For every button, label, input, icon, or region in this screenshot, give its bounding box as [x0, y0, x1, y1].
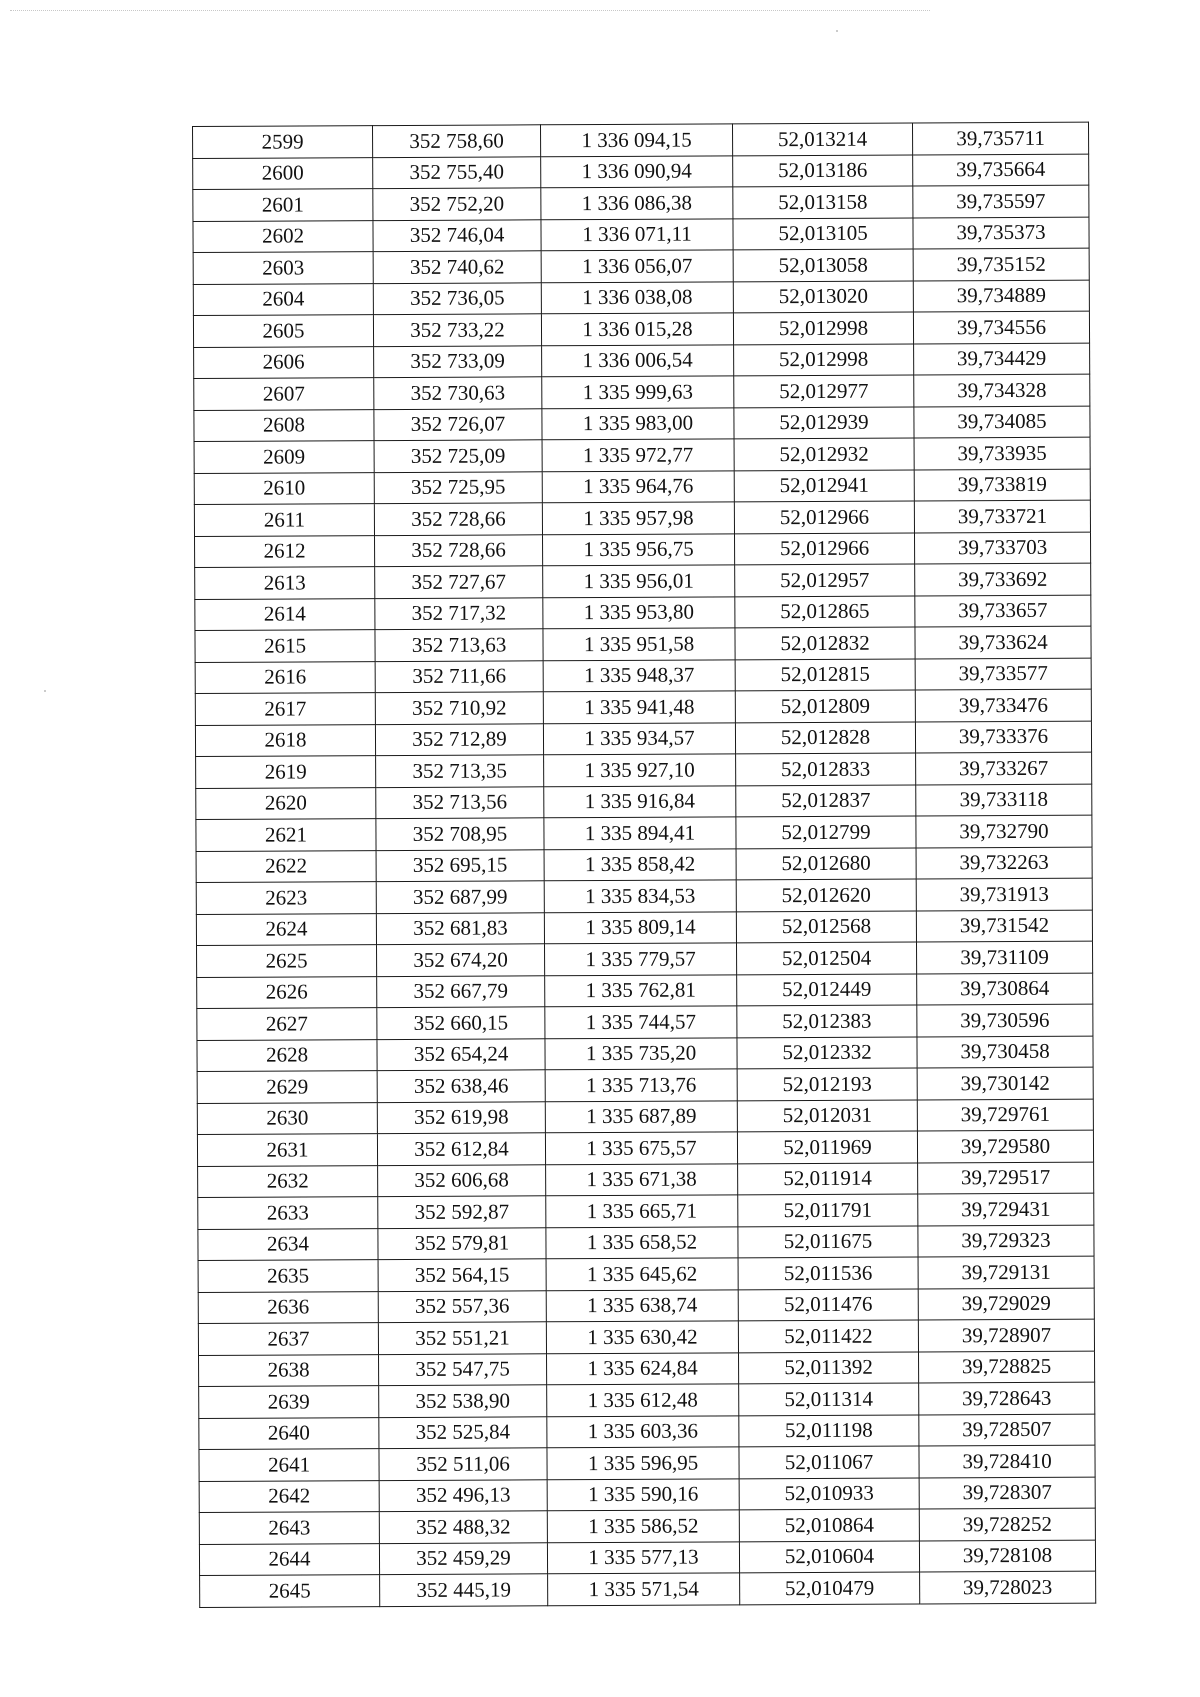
coord-x-cell: 352 654,24: [377, 1038, 545, 1070]
table-row: [198, 1225, 1094, 1261]
point-number-cell: 2639: [199, 1386, 379, 1418]
coord-y-cell: 1 335 916,84: [544, 785, 736, 817]
longitude-cell: 39,728307: [919, 1477, 1095, 1509]
longitude-cell: 39,735152: [913, 248, 1089, 280]
longitude-cell: 39,732790: [916, 815, 1092, 847]
latitude-cell: 52,011969: [737, 1131, 917, 1163]
coord-y-cell: 1 336 006,54: [542, 344, 734, 376]
coord-x-cell: 352 538,90: [379, 1385, 547, 1417]
coord-y-cell: 1 335 956,01: [543, 565, 735, 597]
latitude-cell: 52,012957: [735, 564, 915, 596]
table-row: [198, 1288, 1094, 1324]
point-number-cell: 2601: [193, 189, 373, 221]
table-row: [199, 1382, 1095, 1418]
longitude-cell: 39,729517: [918, 1162, 1094, 1194]
coord-y-cell: 1 335 834,53: [544, 880, 736, 912]
coord-y-cell: 1 335 953,80: [543, 596, 735, 628]
coord-y-cell: 1 336 038,08: [541, 281, 733, 313]
coord-y-cell: 1 335 948,37: [543, 659, 735, 691]
coord-y-cell: 1 336 071,11: [541, 218, 733, 250]
coord-y-cell: 1 335 964,76: [542, 470, 734, 502]
latitude-cell: 52,011675: [738, 1225, 918, 1257]
latitude-cell: 52,010864: [739, 1509, 919, 1541]
point-number-cell: 2600: [193, 157, 373, 189]
point-number-cell: 2619: [196, 756, 376, 788]
coord-y-cell: 1 335 658,52: [546, 1226, 738, 1258]
point-number-cell: 2640: [199, 1417, 379, 1449]
point-number-cell: 2636: [198, 1291, 378, 1323]
latitude-cell: 52,013214: [732, 123, 912, 155]
point-number-cell: 2624: [196, 913, 376, 945]
coord-x-cell: 352 752,20: [373, 188, 541, 220]
table-row: [195, 595, 1091, 631]
table-row: [196, 752, 1092, 788]
coord-y-cell: 1 335 571,54: [548, 1573, 740, 1605]
latitude-cell: 52,012865: [735, 595, 915, 627]
longitude-cell: 39,728643: [919, 1382, 1095, 1414]
table-row: [198, 1193, 1094, 1229]
coord-y-cell: 1 335 590,16: [547, 1478, 739, 1510]
longitude-cell: 39,734429: [914, 343, 1090, 375]
longitude-cell: 39,733476: [915, 689, 1091, 721]
latitude-cell: 52,012332: [737, 1036, 917, 1068]
point-number-cell: 2618: [195, 724, 375, 756]
latitude-cell: 52,012998: [734, 343, 914, 375]
table-row: [195, 689, 1091, 725]
point-number-cell: 2645: [200, 1575, 380, 1607]
table-row: [193, 217, 1089, 253]
coord-x-cell: 352 667,79: [377, 975, 545, 1007]
point-number-cell: 2622: [196, 850, 376, 882]
table-row: [197, 1004, 1093, 1040]
longitude-cell: 39,728907: [918, 1319, 1094, 1351]
table-row: [193, 248, 1089, 284]
longitude-cell: 39,729029: [918, 1288, 1094, 1320]
coord-x-cell: 352 717,32: [375, 597, 543, 629]
coord-x-cell: 352 547,75: [379, 1353, 547, 1385]
coord-x-cell: 352 488,32: [379, 1511, 547, 1543]
longitude-cell: 39,733703: [914, 532, 1090, 564]
table-row: [197, 1099, 1093, 1135]
coord-y-cell: 1 335 983,00: [542, 407, 734, 439]
coord-x-cell: 352 459,29: [379, 1542, 547, 1574]
latitude-cell: 52,012939: [734, 406, 914, 438]
table-row: [197, 941, 1093, 977]
coord-y-cell: 1 335 744,57: [545, 1006, 737, 1038]
table-row: [199, 1445, 1095, 1481]
longitude-cell: 39,730458: [917, 1036, 1093, 1068]
table-row: [198, 1319, 1094, 1355]
longitude-cell: 39,733721: [914, 500, 1090, 532]
table-row: [200, 1571, 1096, 1607]
point-number-cell: 2637: [198, 1323, 378, 1355]
latitude-cell: 52,013105: [733, 217, 913, 249]
longitude-cell: 39,733376: [915, 721, 1091, 753]
coord-y-cell: 1 336 094,15: [540, 124, 732, 156]
coord-y-cell: 1 335 894,41: [544, 817, 736, 849]
longitude-cell: 39,734889: [913, 280, 1089, 312]
longitude-cell: 39,728023: [920, 1571, 1096, 1603]
point-number-cell: 2617: [195, 693, 375, 725]
longitude-cell: 39,731109: [916, 941, 1092, 973]
coord-y-cell: 1 335 603,36: [547, 1415, 739, 1447]
coord-y-cell: 1 335 858,42: [544, 848, 736, 880]
table-row: [193, 122, 1089, 158]
longitude-cell: 39,729761: [917, 1099, 1093, 1131]
latitude-cell: 52,011198: [739, 1414, 919, 1446]
latitude-cell: 52,013058: [733, 249, 913, 281]
table-row: [196, 815, 1092, 851]
coord-x-cell: 352 755,40: [373, 156, 541, 188]
longitude-cell: 39,730864: [917, 973, 1093, 1005]
coord-x-cell: 352 758,60: [373, 125, 541, 157]
point-number-cell: 2616: [195, 661, 375, 693]
longitude-cell: 39,732263: [916, 847, 1092, 879]
table-row: [194, 406, 1090, 442]
latitude-cell: 52,010604: [739, 1540, 919, 1572]
coord-x-cell: 352 725,95: [374, 471, 542, 503]
point-number-cell: 2611: [194, 504, 374, 536]
point-number-cell: 2613: [195, 567, 375, 599]
coord-x-cell: 352 727,67: [375, 566, 543, 598]
table-row: [195, 626, 1091, 662]
coord-x-cell: 352 733,09: [374, 345, 542, 377]
table-row: [195, 721, 1091, 757]
point-number-cell: 2609: [194, 441, 374, 473]
longitude-cell: 39,728507: [919, 1414, 1095, 1446]
latitude-cell: 52,012449: [737, 973, 917, 1005]
table-row: [194, 374, 1090, 410]
longitude-cell: 39,735664: [913, 154, 1089, 186]
coord-y-cell: 1 335 586,52: [547, 1510, 739, 1542]
coord-x-cell: 352 728,66: [374, 503, 542, 535]
longitude-cell: 39,733692: [915, 563, 1091, 595]
point-number-cell: 2641: [199, 1449, 379, 1481]
latitude-cell: 52,012504: [736, 942, 916, 974]
coord-x-cell: 352 712,89: [375, 723, 543, 755]
coord-x-cell: 352 638,46: [377, 1070, 545, 1102]
coord-x-cell: 352 619,98: [377, 1101, 545, 1133]
coord-x-cell: 352 713,63: [375, 629, 543, 661]
table-row: [194, 343, 1090, 379]
coord-y-cell: 1 335 671,38: [546, 1163, 738, 1195]
latitude-cell: 52,011392: [738, 1351, 918, 1383]
longitude-cell: 39,733577: [915, 658, 1091, 690]
coord-y-cell: 1 335 809,14: [544, 911, 736, 943]
longitude-cell: 39,734556: [913, 311, 1089, 343]
table-row: [196, 784, 1092, 820]
longitude-cell: 39,729323: [918, 1225, 1094, 1257]
coord-x-cell: 352 592,87: [378, 1196, 546, 1228]
point-number-cell: 2644: [199, 1543, 379, 1575]
coord-y-cell: 1 335 999,63: [542, 376, 734, 408]
coord-x-cell: 352 710,92: [375, 692, 543, 724]
latitude-cell: 52,012568: [736, 910, 916, 942]
latitude-cell: 52,011067: [739, 1446, 919, 1478]
table-row: [197, 1130, 1093, 1166]
coord-y-cell: 1 336 086,38: [541, 187, 733, 219]
coord-y-cell: 1 335 956,75: [542, 533, 734, 565]
point-number-cell: 2603: [193, 252, 373, 284]
coord-y-cell: 1 335 687,89: [545, 1100, 737, 1132]
latitude-cell: 52,011536: [738, 1257, 918, 1289]
coord-y-cell: 1 335 638,74: [546, 1289, 738, 1321]
coord-x-cell: 352 713,56: [376, 786, 544, 818]
point-number-cell: 2604: [193, 283, 373, 315]
point-number-cell: 2602: [193, 220, 373, 252]
point-number-cell: 2634: [198, 1228, 378, 1260]
table-row: [193, 154, 1089, 190]
point-number-cell: 2612: [195, 535, 375, 567]
longitude-cell: 39,735711: [912, 122, 1088, 154]
point-number-cell: 2620: [196, 787, 376, 819]
coord-x-cell: 352 564,15: [378, 1259, 546, 1291]
coordinates-table-body: [193, 122, 1096, 1607]
coord-x-cell: 352 736,05: [373, 282, 541, 314]
point-number-cell: 2638: [199, 1354, 379, 1386]
table-row: [199, 1351, 1095, 1387]
latitude-cell: 52,012832: [735, 627, 915, 659]
coord-x-cell: 352 511,06: [379, 1448, 547, 1480]
latitude-cell: 52,011791: [738, 1194, 918, 1226]
coord-y-cell: 1 335 951,58: [543, 628, 735, 660]
coord-x-cell: 352 681,83: [376, 912, 544, 944]
coord-x-cell: 352 746,04: [373, 219, 541, 251]
coord-x-cell: 352 496,13: [379, 1479, 547, 1511]
coord-x-cell: 352 711,66: [375, 660, 543, 692]
table-row: [196, 910, 1092, 946]
coord-y-cell: 1 335 957,98: [542, 502, 734, 534]
coord-x-cell: 352 579,81: [378, 1227, 546, 1259]
latitude-cell: 52,012383: [737, 1005, 917, 1037]
coord-y-cell: 1 335 762,81: [545, 974, 737, 1006]
table-row: [198, 1256, 1094, 1292]
point-number-cell: 2605: [193, 315, 373, 347]
latitude-cell: 52,012620: [736, 879, 916, 911]
table-row: [193, 185, 1089, 221]
scan-artifact-dot: [836, 30, 838, 32]
longitude-cell: 39,734085: [914, 406, 1090, 438]
longitude-cell: 39,733624: [915, 626, 1091, 658]
latitude-cell: 52,013158: [733, 186, 913, 218]
longitude-cell: 39,729131: [918, 1256, 1094, 1288]
longitude-cell: 39,733935: [914, 437, 1090, 469]
coord-y-cell: 1 335 779,57: [545, 943, 737, 975]
coord-y-cell: 1 335 934,57: [543, 722, 735, 754]
coord-x-cell: 352 713,35: [376, 755, 544, 787]
point-number-cell: 2614: [195, 598, 375, 630]
latitude-cell: 52,012809: [735, 690, 915, 722]
longitude-cell: 39,734328: [914, 374, 1090, 406]
point-number-cell: 2635: [198, 1260, 378, 1292]
coord-x-cell: 352 730,63: [374, 377, 542, 409]
longitude-cell: 39,735597: [913, 185, 1089, 217]
point-number-cell: 2629: [197, 1071, 377, 1103]
table-row: [193, 311, 1089, 347]
coord-y-cell: 1 336 015,28: [541, 313, 733, 345]
coord-y-cell: 1 335 645,62: [546, 1258, 738, 1290]
coordinates-table: [192, 122, 1096, 1608]
longitude-cell: 39,729431: [918, 1193, 1094, 1225]
longitude-cell: 39,731542: [916, 910, 1092, 942]
coord-x-cell: 352 525,84: [379, 1416, 547, 1448]
point-number-cell: 2626: [197, 976, 377, 1008]
latitude-cell: 52,010479: [740, 1572, 920, 1604]
table-row: [199, 1540, 1095, 1576]
point-number-cell: 2627: [197, 1008, 377, 1040]
latitude-cell: 52,012941: [734, 469, 914, 501]
coord-x-cell: 352 740,62: [373, 251, 541, 283]
longitude-cell: 39,733657: [915, 595, 1091, 627]
latitude-cell: 52,012977: [734, 375, 914, 407]
point-number-cell: 2625: [197, 945, 377, 977]
scan-artifact-line: [10, 10, 930, 11]
table-row: [195, 532, 1091, 568]
coord-x-cell: 352 606,68: [378, 1164, 546, 1196]
latitude-cell: 52,012966: [734, 501, 914, 533]
point-number-cell: 2633: [198, 1197, 378, 1229]
coord-y-cell: 1 335 630,42: [546, 1321, 738, 1353]
longitude-cell: 39,735373: [913, 217, 1089, 249]
latitude-cell: 52,012998: [733, 312, 913, 344]
point-number-cell: 2615: [195, 630, 375, 662]
coord-y-cell: 1 336 090,94: [541, 155, 733, 187]
coord-y-cell: 1 335 596,95: [547, 1447, 739, 1479]
table-row: [197, 1067, 1093, 1103]
coord-y-cell: 1 335 665,71: [546, 1195, 738, 1227]
point-number-cell: 2621: [196, 819, 376, 851]
table-row: [193, 280, 1089, 316]
point-number-cell: 2623: [196, 882, 376, 914]
coord-x-cell: 352 445,19: [380, 1574, 548, 1606]
longitude-cell: 39,728252: [919, 1508, 1095, 1540]
table-row: [199, 1414, 1095, 1450]
latitude-cell: 52,011314: [739, 1383, 919, 1415]
latitude-cell: 52,012031: [737, 1099, 917, 1131]
coord-x-cell: 352 674,20: [377, 944, 545, 976]
longitude-cell: 39,730142: [917, 1067, 1093, 1099]
point-number-cell: 2599: [193, 126, 373, 158]
table-row: [199, 1477, 1095, 1513]
table-row: [194, 469, 1090, 505]
point-number-cell: 2631: [197, 1134, 377, 1166]
point-number-cell: 2642: [199, 1480, 379, 1512]
latitude-cell: 52,011476: [738, 1288, 918, 1320]
latitude-cell: 52,012966: [734, 532, 914, 564]
table-row: [195, 563, 1091, 599]
coord-x-cell: 352 725,09: [374, 440, 542, 472]
latitude-cell: 52,012680: [736, 847, 916, 879]
point-number-cell: 2610: [194, 472, 374, 504]
longitude-cell: 39,733267: [916, 752, 1092, 784]
table-row: [194, 437, 1090, 473]
table-row: [196, 847, 1092, 883]
latitude-cell: 52,012837: [736, 784, 916, 816]
longitude-cell: 39,728825: [918, 1351, 1094, 1383]
coord-y-cell: 1 335 624,84: [547, 1352, 739, 1384]
table-row: [199, 1508, 1095, 1544]
longitude-cell: 39,731913: [916, 878, 1092, 910]
latitude-cell: 52,012828: [735, 721, 915, 753]
coord-x-cell: 352 695,15: [376, 849, 544, 881]
latitude-cell: 52,012193: [737, 1068, 917, 1100]
latitude-cell: 52,013186: [733, 154, 913, 186]
table-row: [194, 500, 1090, 536]
latitude-cell: 52,011914: [738, 1162, 918, 1194]
latitude-cell: 52,012932: [734, 438, 914, 470]
table-row: [198, 1162, 1094, 1198]
longitude-cell: 39,733819: [914, 469, 1090, 501]
coord-x-cell: 352 660,15: [377, 1007, 545, 1039]
latitude-cell: 52,012833: [736, 753, 916, 785]
table-row: [197, 973, 1093, 1009]
point-number-cell: 2606: [194, 346, 374, 378]
coord-y-cell: 1 335 735,20: [545, 1037, 737, 1069]
scan-artifact-dot: [44, 690, 46, 692]
latitude-cell: 52,010933: [739, 1477, 919, 1509]
coord-y-cell: 1 335 675,57: [545, 1132, 737, 1164]
longitude-cell: 39,730596: [917, 1004, 1093, 1036]
coord-x-cell: 352 687,99: [376, 881, 544, 913]
coord-y-cell: 1 335 577,13: [547, 1541, 739, 1573]
latitude-cell: 52,013020: [733, 280, 913, 312]
latitude-cell: 52,011422: [738, 1320, 918, 1352]
latitude-cell: 52,012799: [736, 816, 916, 848]
coord-x-cell: 352 612,84: [377, 1133, 545, 1165]
coord-y-cell: 1 335 972,77: [542, 439, 734, 471]
point-number-cell: 2643: [199, 1512, 379, 1544]
longitude-cell: 39,729580: [917, 1130, 1093, 1162]
coord-x-cell: 352 733,22: [373, 314, 541, 346]
table-row: [195, 658, 1091, 694]
table-row: [197, 1036, 1093, 1072]
point-number-cell: 2630: [197, 1102, 377, 1134]
longitude-cell: 39,728410: [919, 1445, 1095, 1477]
coord-y-cell: 1 335 612,48: [547, 1384, 739, 1416]
point-number-cell: 2628: [197, 1039, 377, 1071]
latitude-cell: 52,012815: [735, 658, 915, 690]
coord-y-cell: 1 335 713,76: [545, 1069, 737, 1101]
coord-y-cell: 1 336 056,07: [541, 250, 733, 282]
point-number-cell: 2608: [194, 409, 374, 441]
longitude-cell: 39,728108: [919, 1540, 1095, 1572]
coord-y-cell: 1 335 927,10: [544, 754, 736, 786]
table-row: [196, 878, 1092, 914]
coord-x-cell: 352 728,66: [375, 534, 543, 566]
coord-x-cell: 352 708,95: [376, 818, 544, 850]
coord-x-cell: 352 557,36: [378, 1290, 546, 1322]
coord-x-cell: 352 726,07: [374, 408, 542, 440]
longitude-cell: 39,733118: [916, 784, 1092, 816]
point-number-cell: 2607: [194, 378, 374, 410]
coord-y-cell: 1 335 941,48: [543, 691, 735, 723]
coord-x-cell: 352 551,21: [378, 1322, 546, 1354]
point-number-cell: 2632: [198, 1165, 378, 1197]
